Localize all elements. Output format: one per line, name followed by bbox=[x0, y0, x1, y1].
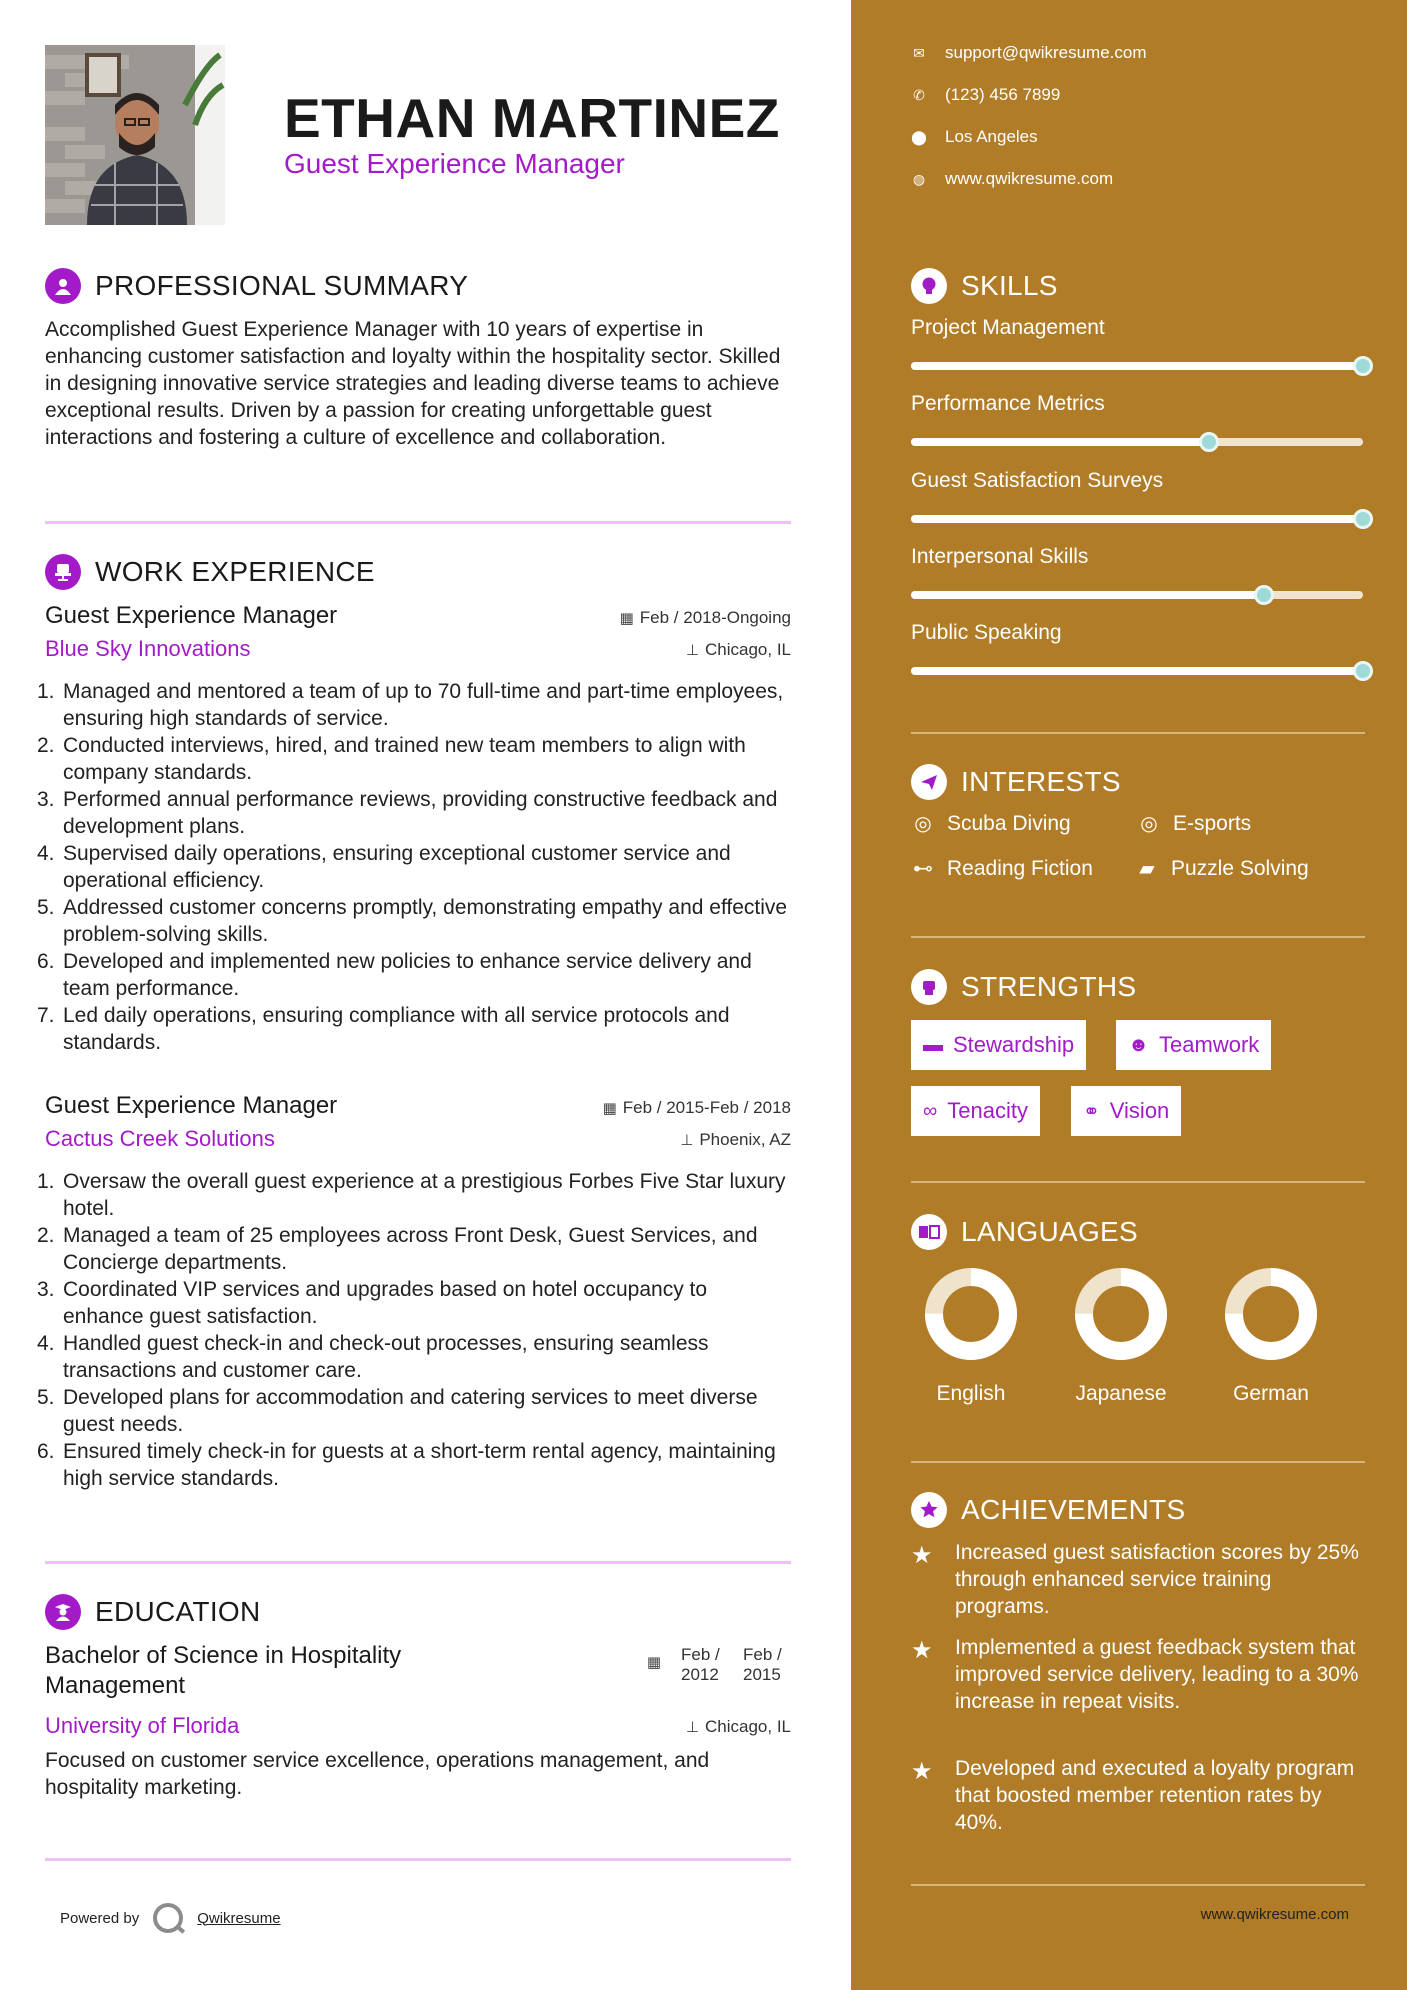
skill-bar-fill bbox=[911, 515, 1363, 523]
strength-chip bbox=[911, 1020, 1086, 1070]
star-icon: ★ bbox=[911, 1542, 933, 1569]
languages-heading bbox=[911, 1214, 1138, 1250]
powered-by bbox=[60, 1903, 281, 1933]
list-item: 2. Managed a team of 25 employees across Front Desk, Guest Services, and Concierge departments. bbox=[37, 1224, 758, 1274]
education-dates bbox=[647, 1645, 791, 1685]
strength-label: Tenacity bbox=[947, 1098, 1028, 1123]
calendar-icon: ▦ bbox=[646, 1654, 661, 1671]
job-location bbox=[680, 1130, 791, 1150]
calendar-icon: ▦ bbox=[602, 1100, 617, 1117]
summary-text: Accomplished Guest Experience Manager with 10 years of expertise in enhancing customer satisfaction and loyalty within the hospitality sector. Skilled in designing innovative service strategies and leading diverse teams to achieve exceptional results. Driven by a passion for creating unforgettable guest interactions and fostering a culture of excellence and collaboration. bbox=[45, 318, 781, 449]
brand-link[interactable]: Qwikresume bbox=[197, 1909, 281, 1927]
interest-item bbox=[911, 811, 1071, 836]
achievements-heading bbox=[911, 1492, 1186, 1528]
skill-item bbox=[911, 316, 1365, 370]
language-item bbox=[1046, 1264, 1196, 1406]
list-item: 7. Led daily operations, ensuring compliance with all service protocols and standards. bbox=[37, 1004, 730, 1054]
summary-heading bbox=[45, 268, 468, 304]
list-item: 2. Conducted interviews, hired, and trained new team members to align with company standards. bbox=[37, 734, 746, 784]
skill-bar-knob bbox=[1199, 432, 1219, 452]
language-ring bbox=[1221, 1264, 1321, 1364]
school-location bbox=[686, 1717, 791, 1737]
job-location bbox=[686, 640, 791, 660]
skill-name: Guest Satisfaction Surveys bbox=[911, 469, 1164, 492]
list-item: 6. Developed and implemented new policies to enhance service delivery and team performance. bbox=[37, 950, 752, 1000]
powered-by-text: Powered by bbox=[60, 1909, 140, 1927]
work-title: WORK EXPERIENCE bbox=[95, 556, 375, 587]
strength-label: Vision bbox=[1109, 1098, 1170, 1123]
job-entry bbox=[37, 1092, 791, 1492]
interest-label: Puzzle Solving bbox=[1171, 856, 1309, 880]
list-item: 3. Coordinated VIP services and upgrades based on hotel occupancy to enhance guest satisfaction. bbox=[37, 1278, 708, 1328]
contact-website[interactable] bbox=[911, 169, 1113, 189]
language-ring bbox=[1071, 1264, 1171, 1364]
skill-bar bbox=[911, 438, 1363, 446]
star-icon: ★ bbox=[911, 1637, 933, 1664]
skill-bar-fill bbox=[911, 591, 1264, 599]
lightbulb-icon bbox=[911, 268, 947, 304]
contact-location bbox=[911, 127, 1038, 147]
user-icon bbox=[45, 268, 81, 304]
list-item: 4. Handled guest check-in and check-out processes, ensuring seamless transactions and customer care. bbox=[37, 1332, 709, 1382]
contact-phone-text: (123) 456 7899 bbox=[945, 85, 1061, 104]
work-heading bbox=[45, 554, 375, 590]
list-item: 1. Oversaw the overall guest experience at a prestigious Forbes Five Star luxury hotel. bbox=[37, 1170, 786, 1220]
strengths-heading bbox=[911, 969, 1136, 1005]
skill-bar-fill bbox=[911, 438, 1209, 446]
job-location-text: Chicago, IL bbox=[705, 640, 791, 659]
profile-photo bbox=[45, 45, 225, 225]
achievement-text: Developed and executed a loyalty program that boosted member retention rates by 40%. bbox=[955, 1757, 1355, 1834]
education-heading bbox=[45, 1594, 261, 1630]
skill-bar-knob bbox=[1353, 661, 1373, 681]
education-date-end: Feb / 2015 bbox=[743, 1645, 782, 1684]
achievement-item bbox=[911, 1539, 1365, 1620]
contact-location-text: Los Angeles bbox=[945, 127, 1038, 146]
skill-name: Public Speaking bbox=[911, 621, 1062, 644]
candidate-title: Guest Experience Manager bbox=[284, 148, 625, 179]
skill-item bbox=[911, 545, 1365, 599]
contact-website-text: www.qwikresume.com bbox=[945, 169, 1114, 188]
list-item: 4. Supervised daily operations, ensuring exceptional customer service and operational efficiency. bbox=[37, 842, 731, 892]
globe-icon: ◍ bbox=[912, 170, 926, 187]
strength-label: Stewardship bbox=[953, 1032, 1075, 1057]
job-date bbox=[620, 608, 791, 628]
list-item: 5. Addressed customer concerns promptly, demonstrating empathy and effective problem-solving skills. bbox=[37, 896, 788, 946]
achievement-item bbox=[911, 1755, 1365, 1836]
job-bullets bbox=[37, 1168, 791, 1492]
interest-label: Scuba Diving bbox=[947, 811, 1071, 835]
skill-bar bbox=[911, 515, 1363, 523]
pin-icon: ⊥ bbox=[680, 1132, 694, 1149]
education-entry bbox=[45, 1641, 791, 1801]
strength-chip bbox=[911, 1086, 1040, 1136]
language-item bbox=[896, 1264, 1046, 1406]
achievements-title: ACHIEVEMENTS bbox=[961, 1494, 1186, 1525]
skills-heading bbox=[911, 268, 1058, 304]
envelope-icon: ✉ bbox=[913, 44, 925, 61]
contact-email[interactable] bbox=[911, 43, 1147, 63]
job-role: Guest Experience Manager bbox=[45, 602, 338, 629]
achievement-item bbox=[911, 1634, 1365, 1715]
job-date bbox=[603, 1098, 791, 1118]
skill-name: Project Management bbox=[911, 316, 1105, 339]
skills-title: SKILLS bbox=[961, 270, 1058, 301]
skill-bar-fill bbox=[911, 362, 1363, 370]
section-divider bbox=[45, 1561, 791, 1564]
sidebar-divider bbox=[911, 1181, 1365, 1183]
achievement-text: Implemented a guest feedback system that improved service delivery, leading to a 30% increase in repeat visits. bbox=[955, 1636, 1359, 1713]
degree-title: Bachelor of Science in Hospitality Management bbox=[45, 1642, 402, 1699]
job-location-text: Phoenix, AZ bbox=[699, 1130, 791, 1149]
job-bullets bbox=[37, 678, 791, 1056]
strength-label: Teamwork bbox=[1159, 1032, 1260, 1057]
language-item bbox=[1196, 1264, 1346, 1406]
calendar-icon: ▦ bbox=[619, 610, 634, 627]
job-entry bbox=[37, 602, 791, 1056]
interest-item bbox=[1135, 856, 1309, 881]
skill-item bbox=[911, 392, 1365, 446]
skill-bar bbox=[911, 667, 1363, 675]
strength-chip bbox=[1116, 1020, 1271, 1070]
job-role: Guest Experience Manager bbox=[45, 1092, 338, 1119]
phone-icon: ✆ bbox=[913, 86, 925, 103]
education-date-start: Feb / 2012 bbox=[681, 1645, 720, 1684]
skill-bar-knob bbox=[1353, 509, 1373, 529]
interests-title: INTERESTS bbox=[961, 766, 1121, 797]
pin-icon: ⊥ bbox=[685, 1719, 699, 1736]
lifebuoy-icon: ◎ bbox=[914, 813, 932, 835]
book-icon: ▰ bbox=[1139, 858, 1155, 880]
sidebar bbox=[851, 0, 1407, 1990]
interest-label: E-sports bbox=[1173, 811, 1252, 835]
paper-plane-icon bbox=[911, 764, 947, 800]
interest-item bbox=[1137, 811, 1251, 836]
footer-website[interactable]: www.qwikresume.com bbox=[1200, 1906, 1349, 1923]
skill-bar-fill bbox=[911, 667, 1363, 675]
interests-heading bbox=[911, 764, 1121, 800]
map-pin-icon: ⬤ bbox=[911, 128, 927, 145]
language-name: English bbox=[936, 1382, 1006, 1405]
languages-title: LANGUAGES bbox=[961, 1216, 1138, 1247]
skill-item bbox=[911, 621, 1365, 675]
qwikresume-logo-icon bbox=[153, 1903, 183, 1933]
list-item: 3. Performed annual performance reviews, providing constructive feedback and development plans. bbox=[37, 788, 778, 838]
education-description: Focused on customer service excellence, operations management, and hospitality marketing. bbox=[45, 1749, 710, 1799]
sidebar-divider bbox=[911, 732, 1365, 734]
contact-email-text: support@qwikresume.com bbox=[945, 43, 1147, 62]
interest-item bbox=[911, 856, 1093, 881]
users-icon: ☻ bbox=[1128, 1033, 1150, 1056]
job-date-text: Feb / 2015-Feb / 2018 bbox=[622, 1098, 791, 1117]
skill-bar bbox=[911, 362, 1363, 370]
language-ring bbox=[921, 1264, 1021, 1364]
link-icon: ∞ bbox=[923, 1099, 938, 1122]
skill-item bbox=[911, 469, 1365, 523]
briefcase-icon: ▬ bbox=[923, 1033, 943, 1056]
graduate-icon bbox=[45, 1594, 81, 1630]
sidebar-divider bbox=[911, 936, 1365, 938]
job-company: Blue Sky Innovations bbox=[45, 636, 251, 661]
skill-bar-knob bbox=[1254, 585, 1274, 605]
skill-bar bbox=[911, 591, 1363, 599]
star-badge-icon bbox=[911, 1492, 947, 1528]
skill-name: Performance Metrics bbox=[911, 392, 1105, 415]
fist-icon bbox=[911, 969, 947, 1005]
interest-label: Reading Fiction bbox=[947, 856, 1093, 880]
gamepad-icon: ⊷ bbox=[913, 858, 933, 880]
translate-icon bbox=[911, 1214, 947, 1250]
school-location-text: Chicago, IL bbox=[705, 1717, 791, 1736]
list-item: 1. Managed and mentored a team of up to 70 full-time and part-time employees, ensuring high standards of service. bbox=[37, 680, 784, 730]
section-divider bbox=[45, 521, 791, 524]
language-name: Japanese bbox=[1075, 1382, 1167, 1405]
binoculars-icon: ⚭ bbox=[1083, 1100, 1100, 1123]
list-item: 5. Developed plans for accommodation and catering services to meet diverse guest needs. bbox=[37, 1386, 758, 1436]
job-company: Cactus Creek Solutions bbox=[45, 1126, 275, 1151]
education-title: EDUCATION bbox=[95, 1596, 261, 1627]
strength-chip bbox=[1071, 1086, 1181, 1136]
lifebuoy-icon: ◎ bbox=[1140, 813, 1158, 835]
school-name: University of Florida bbox=[45, 1713, 240, 1738]
sidebar-divider bbox=[911, 1461, 1365, 1463]
achievement-text: Increased guest satisfaction scores by 25% through enhanced service training programs. bbox=[955, 1541, 1359, 1618]
skill-name: Interpersonal Skills bbox=[911, 545, 1089, 568]
pin-icon: ⊥ bbox=[685, 642, 699, 659]
chair-icon bbox=[45, 554, 81, 590]
sidebar-divider bbox=[911, 1884, 1365, 1886]
summary-title: PROFESSIONAL SUMMARY bbox=[95, 270, 469, 301]
list-item: 6. Ensured timely check-in for guests at a short-term rental agency, maintaining high service standards. bbox=[37, 1440, 776, 1490]
language-name: German bbox=[1233, 1382, 1309, 1405]
strengths-title: STRENGTHS bbox=[961, 971, 1137, 1002]
candidate-name: ETHAN MARTINEZ bbox=[284, 87, 780, 149]
section-divider bbox=[45, 1858, 791, 1861]
skill-bar-knob bbox=[1353, 356, 1373, 376]
star-icon: ★ bbox=[911, 1758, 933, 1785]
job-date-text: Feb / 2018-Ongoing bbox=[639, 608, 791, 627]
contact-phone[interactable] bbox=[911, 85, 1060, 105]
